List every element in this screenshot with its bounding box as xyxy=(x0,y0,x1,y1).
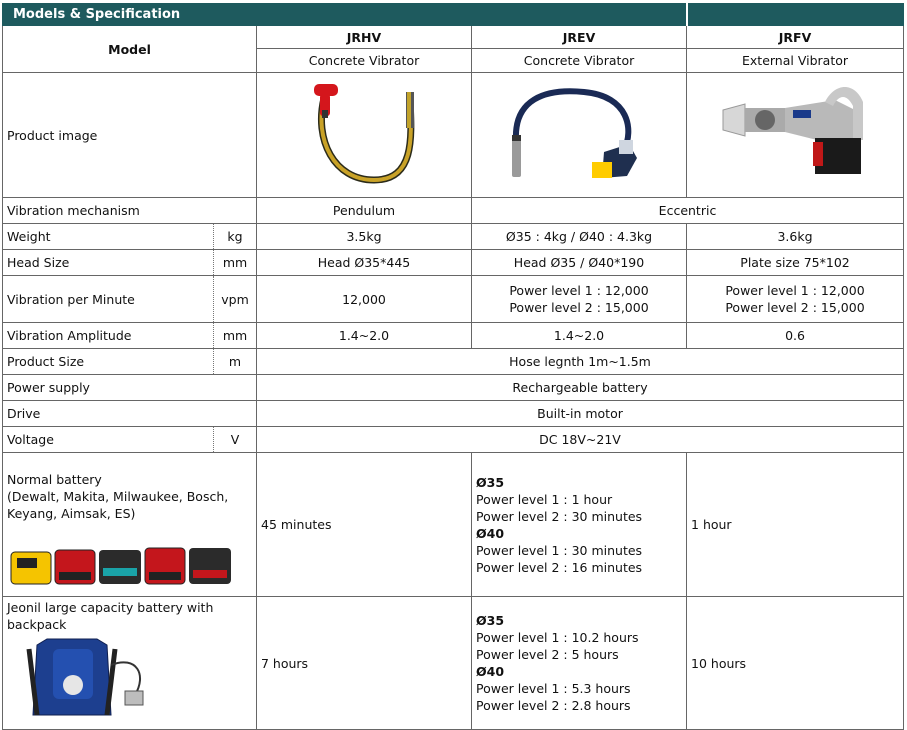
amplitude-jrev: 1.4~2.0 xyxy=(472,323,687,349)
product-size-value: Hose legnth 1m~1.5m xyxy=(257,349,904,375)
amplitude-jrfv: 0.6 xyxy=(687,323,904,349)
power-supply-label: Power supply xyxy=(3,375,257,401)
normal-battery-jrhv: 45 minutes xyxy=(257,453,472,597)
title-spacer xyxy=(687,4,904,26)
model-label: Model xyxy=(3,26,257,73)
mechanism-row xyxy=(3,198,904,224)
large-battery-jrev-d40-l1: Power level 1 : 5.3 hours xyxy=(476,681,631,696)
spec-table xyxy=(2,3,904,730)
large-battery-jrfv: 10 hours xyxy=(687,597,904,730)
drive-value: Built-in motor xyxy=(257,401,904,427)
large-battery-label-line2: backpack xyxy=(7,617,67,632)
normal-battery-label-line1: Normal battery xyxy=(7,472,102,487)
normal-battery-label-line3: Keyang, Aimsak, ES) xyxy=(7,506,136,521)
title-row xyxy=(3,4,904,26)
vpm-jrfv-level1: Power level 1 : 12,000 xyxy=(725,283,865,298)
large-battery-label xyxy=(3,597,257,730)
concrete-vibrator-pendulum-image xyxy=(294,80,434,190)
mechanism-label: Vibration mechanism xyxy=(3,198,257,224)
model-code-jrhv: JRHV xyxy=(257,26,472,49)
product-size-unit: m xyxy=(214,349,257,375)
model-type-jrhv: Concrete Vibrator xyxy=(257,49,472,73)
model-type-jrfv: External Vibrator xyxy=(687,49,904,73)
large-battery-jrev-d35-l1: Power level 1 : 10.2 hours xyxy=(476,630,639,645)
amplitude-jrhv: 1.4~2.0 xyxy=(257,323,472,349)
normal-battery-jrev xyxy=(472,453,687,597)
model-code-jrev: JREV xyxy=(472,26,687,49)
weight-label: Weight xyxy=(3,224,214,250)
normal-battery-jrev-d40: Ø40 xyxy=(476,525,505,541)
drive-row xyxy=(3,401,904,427)
voltage-unit: V xyxy=(214,427,257,453)
head-size-row xyxy=(3,250,904,276)
head-size-jrfv: Plate size 75*102 xyxy=(687,250,904,276)
product-size-label: Product Size xyxy=(3,349,214,375)
model-code-row xyxy=(3,26,904,49)
table-title: Models & Specification xyxy=(3,4,687,26)
vpm-unit: vpm xyxy=(214,276,257,323)
vpm-jrhv: 12,000 xyxy=(257,276,472,323)
power-supply-row xyxy=(3,375,904,401)
product-size-row xyxy=(3,349,904,375)
normal-battery-jrev-d40-l2: Power level 2 : 16 minutes xyxy=(476,559,643,575)
power-supply-value: Rechargeable battery xyxy=(257,375,904,401)
amplitude-row xyxy=(3,323,904,349)
mechanism-jrev-jrfv: Eccentric xyxy=(472,198,904,224)
voltage-row xyxy=(3,427,904,453)
amplitude-unit: mm xyxy=(214,323,257,349)
normal-battery-jrev-d35-l1: Power level 1 : 1 hour xyxy=(476,491,613,507)
battery-backpack-image xyxy=(7,635,157,725)
vpm-jrfv xyxy=(687,276,904,323)
large-battery-label-line1: Jeonil large capacity battery with xyxy=(7,600,214,615)
weight-jrhv: 3.5kg xyxy=(257,224,472,250)
head-size-jrhv: Head Ø35*445 xyxy=(257,250,472,276)
model-code-jrfv: JRFV xyxy=(687,26,904,49)
voltage-value: DC 18V~21V xyxy=(257,427,904,453)
large-battery-jrev-d35: Ø35 xyxy=(476,613,505,628)
product-image-row xyxy=(3,73,904,198)
normal-battery-label xyxy=(3,453,257,597)
voltage-label: Voltage xyxy=(3,427,214,453)
jrfv-image-cell xyxy=(687,73,904,198)
normal-battery-jrev-d35-l2: Power level 2 : 30 minutes xyxy=(476,508,643,524)
vpm-jrev xyxy=(472,276,687,323)
large-battery-jrev-d40-l2: Power level 2 : 2.8 hours xyxy=(476,698,631,713)
weight-jrfv: 3.6kg xyxy=(687,224,904,250)
normal-battery-row xyxy=(3,453,904,597)
drive-label: Drive xyxy=(3,401,257,427)
normal-battery-label-line2: (Dewalt, Makita, Milwaukee, Bosch, xyxy=(7,489,229,504)
product-image-label: Product image xyxy=(3,73,257,198)
large-battery-jrhv: 7 hours xyxy=(257,597,472,730)
vpm-jrev-level1: Power level 1 : 12,000 xyxy=(509,283,649,298)
model-type-jrev: Concrete Vibrator xyxy=(472,49,687,73)
amplitude-label: Vibration Amplitude xyxy=(3,323,214,349)
external-vibrator-image xyxy=(715,80,875,190)
battery-packs-image xyxy=(7,542,237,592)
vpm-jrev-level2: Power level 2 : 15,000 xyxy=(509,300,649,315)
jrhv-image-cell xyxy=(257,73,472,198)
large-battery-jrev xyxy=(472,597,687,730)
vpm-jrfv-level2: Power level 2 : 15,000 xyxy=(725,300,865,315)
large-battery-row xyxy=(3,597,904,730)
large-battery-jrev-d35-l2: Power level 2 : 5 hours xyxy=(476,647,619,662)
normal-battery-jrev-d40-l1: Power level 1 : 30 minutes xyxy=(476,542,643,558)
mechanism-jrhv: Pendulum xyxy=(257,198,472,224)
weight-row xyxy=(3,224,904,250)
vpm-row xyxy=(3,276,904,323)
weight-unit: kg xyxy=(214,224,257,250)
jrev-image-cell xyxy=(472,73,687,198)
head-size-label: Head Size xyxy=(3,250,214,276)
normal-battery-jrev-d35: Ø35 xyxy=(476,474,505,490)
concrete-vibrator-hose-image xyxy=(504,80,654,190)
head-size-jrev: Head Ø35 / Ø40*190 xyxy=(472,250,687,276)
weight-jrev: Ø35 : 4kg / Ø40 : 4.3kg xyxy=(472,224,687,250)
vpm-label: Vibration per Minute xyxy=(3,276,214,323)
large-battery-jrev-d40: Ø40 xyxy=(476,664,505,679)
head-size-unit: mm xyxy=(214,250,257,276)
normal-battery-jrfv: 1 hour xyxy=(687,453,904,597)
